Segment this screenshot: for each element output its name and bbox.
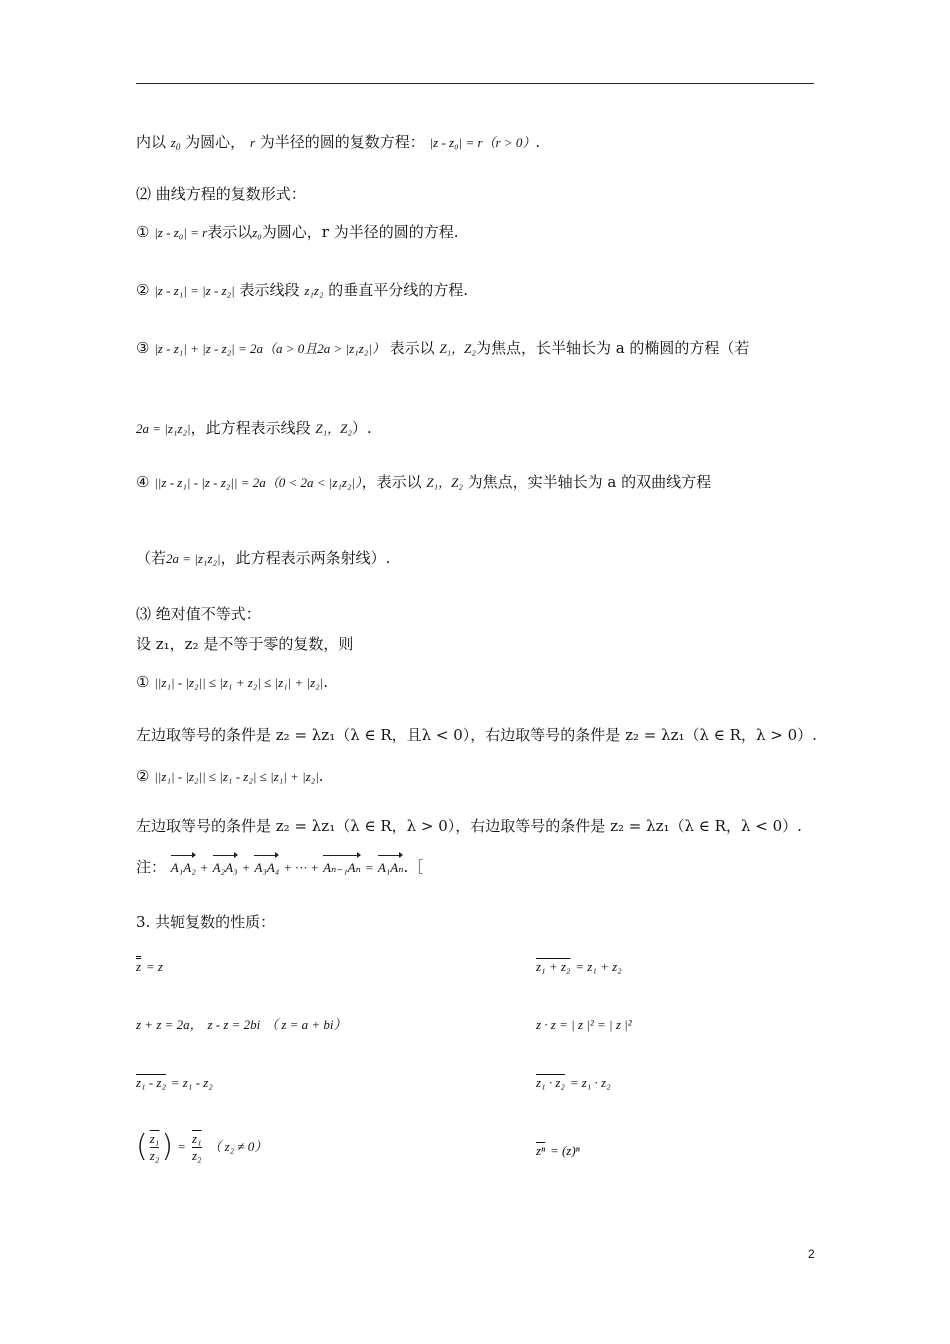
p1-rhs: = z [145, 959, 163, 974]
item2-mark: ② [136, 281, 150, 299]
p7-lhs-fraction [150, 1131, 160, 1164]
item4-cont-prefix: （若 [136, 549, 167, 567]
p5-rhs: = z₁ - z₂ [170, 1075, 213, 1090]
header-rule [136, 83, 814, 84]
condition-1: 左边取等号的条件是 z₂ = λz₁（λ ∈ R，且λ < 0），右边取等号的条件是 z₂ = λz₁（λ ∈ R，λ > 0）. [136, 726, 817, 744]
p7-den: z₂ [149, 1147, 160, 1163]
p1-lhs: z [136, 959, 142, 974]
item1-mark: ① [136, 223, 150, 241]
item3-cont-text: ，此方程表示线段 [190, 419, 311, 437]
note-op-3: + ··· + [284, 860, 319, 875]
p8-lhs: $\overline{z^n}$ [536, 1143, 546, 1158]
intro-center-text: 为圆心， [185, 133, 246, 151]
ineq1-mark: ① [136, 673, 150, 691]
item4-continuation [136, 548, 390, 569]
item3-cont-symbol: Z₁，Z₂ [315, 421, 352, 436]
condition-2: 左边取等号的条件是 z₂ = λz₁（λ ∈ R，λ > 0），右边取等号的条件是 z₂ = λz₁（λ ∈ R，λ < 0）. [136, 817, 802, 835]
page-number: 2 [808, 1247, 815, 1261]
p5-lhs: z₁ - z₂ [136, 1075, 166, 1090]
section3-premise: 设 z₁，z₂ 是不等于零的复数，则 [136, 635, 354, 653]
p3-real-part: z + z = 2a， [136, 1017, 203, 1032]
ineq2-end: . [318, 767, 324, 785]
vector-a1an: A₁Aₙ [378, 852, 404, 878]
item1 [136, 222, 459, 243]
property-sum-conjugate [536, 956, 622, 977]
vector-a2a3: A₂A₃ [213, 852, 238, 878]
note-label: 注： [136, 858, 167, 876]
p6-lhs: z₁ · z₂ [536, 1075, 565, 1090]
item2 [136, 280, 468, 301]
item2-text-end: 的垂直平分线的方程. [328, 281, 469, 299]
item1-formula: |z - z₀| = r [154, 225, 208, 240]
p3-condition: （ z = a + bi） [265, 1017, 347, 1032]
property-modulus [536, 1014, 632, 1035]
item4-formula: ||z - z₁| - |z - z₂|| = 2a（0 < 2a < |z₁z₂|） [154, 475, 362, 490]
inequality-1 [136, 672, 328, 693]
item2-formula: |z - z₁| = |z - z₂| [154, 283, 235, 298]
note-end: .［ [403, 858, 424, 876]
property-real-imag [136, 1014, 347, 1035]
p6-rhs: = z₁ · z₂ [569, 1075, 611, 1090]
item4 [136, 472, 711, 493]
section3-heading: ⑶ 绝对值不等式： [136, 605, 261, 623]
item1-text-mid: 表示以 [207, 223, 253, 241]
p7-rnum: z₁ [191, 1130, 202, 1146]
item4-text-mid: ，表示以 [361, 473, 422, 491]
vector-a3a4: A₃A₄ [254, 852, 279, 878]
item4-text-end: 为焦点，实半轴长为 a 的双曲线方程 [467, 473, 712, 491]
section4-heading: 3. 共轭复数的性质： [136, 913, 276, 931]
intro-z0: $z_0$ [170, 135, 181, 152]
item3-formula: |z - z₁| + |z - z₂| = 2a（a > 0且2a > |z₁z₂|） [154, 341, 385, 356]
property-diff-conjugate [136, 1072, 213, 1093]
property-power-conjugate [536, 1140, 580, 1161]
intro-line [136, 132, 540, 157]
section2-heading: ⑵ 曲线方程的复数形式： [136, 185, 306, 203]
item4-symbol: Z₁，Z₂ [426, 475, 463, 490]
item2-text-mid: 表示线段 [239, 281, 300, 299]
property-product-conjugate [536, 1072, 611, 1093]
vector-a1a2: A₁A₂ [171, 852, 196, 878]
intro-r: r [249, 135, 255, 150]
p2-lhs: z₁ + z₂ [536, 959, 571, 974]
intro-prefix: 内以 [136, 133, 167, 151]
item1-symbol: z₀ [252, 225, 262, 240]
item2-symbol: z₁z₂ [304, 283, 324, 298]
intro-radius-text: 为半径的圆的复数方程： [259, 133, 425, 151]
item4-mark: ④ [136, 473, 150, 491]
p2-rhs: = z₁ + z₂ [575, 959, 622, 974]
p4-text: z · z = | z |² = | z |² [536, 1017, 632, 1032]
p7-num: z₁ [149, 1130, 160, 1146]
right-paren: ) [161, 1129, 174, 1164]
note-op-1: + [200, 860, 208, 875]
inequality-2 [136, 766, 324, 787]
item3-mark: ③ [136, 339, 150, 357]
property-double-conjugate [136, 956, 163, 977]
item3-cont-end: ）. [351, 419, 372, 437]
vector-note [136, 852, 423, 878]
item3-text-end: 为焦点，长半轴长为 a 的椭圆的方程（若 [475, 339, 750, 357]
ineq1-formula: ||z₁| - |z₂|| ≤ |z₁ + z₂| ≤ |z₁| + |z₂| [154, 675, 324, 690]
p7-rden: z₂ [191, 1147, 202, 1163]
left-paren: ( [136, 1129, 148, 1164]
item1-text-end: 为圆心，r 为半径的圆的方程. [261, 223, 459, 241]
vector-an1an: Aₙ₋₁Aₙ [323, 852, 361, 878]
ineq2-mark: ② [136, 767, 150, 785]
p8-rhs: = (z)ⁿ [549, 1143, 580, 1158]
intro-end: . [535, 133, 541, 151]
p3-imag-part: z - z = 2bi [207, 1017, 261, 1032]
note-op-2: + [242, 860, 250, 875]
item3-symbol: Z₁，Z₂ [439, 341, 476, 356]
item4-cont-text: ，此方程表示两条射线）. [220, 549, 391, 567]
item3-cont-formula: 2a = |z₁z₂| [136, 421, 191, 436]
property-quotient-conjugate: ( $\frac{\text{z₁}}{\text{z₂}}$ ) = $\frac{\text{z₁}}{\text{z₂}}$ （ z₂ ≠ 0） [136, 1129, 268, 1164]
p7-rhs-fraction [192, 1131, 202, 1164]
ineq2-formula: ||z₁| - |z₂|| ≤ |z₁ - z₂| ≤ |z₁| + |z₂| [154, 769, 319, 784]
ineq1-end: . [323, 673, 329, 691]
intro-equation: |z - z₀| = r（r > 0） [429, 135, 536, 150]
note-op-4: = [365, 860, 374, 875]
item3-continuation [136, 418, 372, 439]
item3 [136, 338, 749, 359]
p7-condition: （ z₂ ≠ 0） [208, 1139, 268, 1154]
item4-cont-formula: 2a = |z₁z₂| [166, 551, 221, 566]
item3-text-mid: 表示以 [389, 339, 435, 357]
